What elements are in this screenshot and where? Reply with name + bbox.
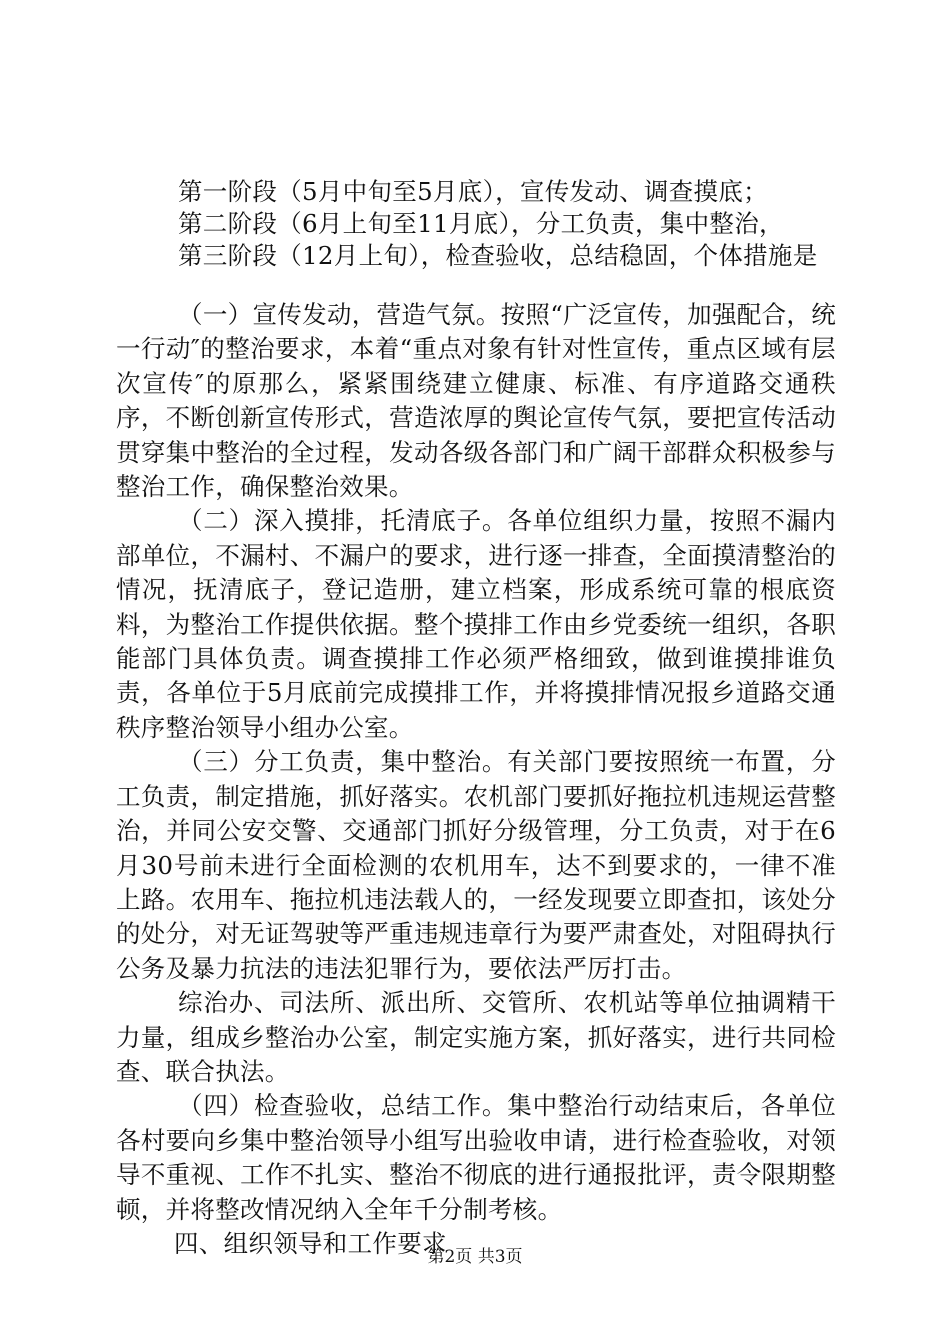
paragraph-rectification: （三）分工负责，集中整治。有关部门要按照统一布置，分工负责，制定措施，抓好落实。农机部门要抓好拖拉机违规运营整治，并同公安交警、交通部门抓好分级管理，分工负责，对于在6月30号前未进行全面检测的农机用车，达不到要求的，一律不准上路。农用车、拖拉机违法载人的，一经发现要立即查扣，该处分的处分，对无证驾驶等严重违规违章行为要严肃查处，对阻碍执行公务及暴力抗法的违法犯罪行为，要依法严厉打击。 — [116, 747, 836, 983]
paragraph-joint-enforcement: 综治办、司法所、派出所、交管所、农机站等单位抽调精干力量，组成乡整治办公室，制定实施方案，抓好落实，进行共同检查、联合执法。 — [116, 988, 836, 1086]
paragraph-publicity: （一）宣传发动，营造气氛。按照“广泛宣传，加强配合，统一行动″的整治要求，本着“重点对象有针对性宣传，重点区域有层次宣传″的原那么，紧紧围绕建立健康、标准、有序道路交通秩序，不断创新宣传形式，营造浓厚的舆论宣传气氛，要把宣传活动贯穿集中整治的全过程，发动各级各部门和广阔干部群众积极参与整治工作，确保整治效果。 — [116, 300, 836, 502]
paragraph-investigation: （二）深入摸排，托清底子。各单位组织力量，按照不漏内部单位，不漏村、不漏户的要求，进行逐一排查，全面摸清整治的情况，抚清底子，登记造册，建立档案，形成系统可靠的根底资料，为整治工作提供依据。整个摸排工作由乡党委统一组织，各职能部门具体负责。调查摸排工作必须严格细致，做到谁摸排谁负责，各单位于5月底前完成摸排工作，并将摸排情况报乡道路交通秩序整治领导小组办公室。 — [116, 506, 836, 742]
section-heading-organization: 四、组织领导和工作要求 — [174, 1228, 447, 1258]
page-number-footer: 第2页 共3页 — [427, 1247, 523, 1267]
stage-line-1: 第一阶段（5月中旬至5月底），宣传发动、调查摸底； — [178, 177, 768, 206]
stage-line-3: 第三阶段（12月上旬），检查验收，总结稳固，个体措施是 — [178, 241, 818, 270]
paragraph-acceptance: （四）检查验收，总结工作。集中整治行动结束后，各单位各村要向乡集中整治领导小组写出验收申请，进行检查验收，对领导不重视、工作不扎实、整治不彻底的进行通报批评，责令限期整顿，并将整改情况纳入全年千分制考核。 — [116, 1091, 836, 1224]
document-body — [116, 298, 836, 1261]
stage-line-2: 第二阶段（6月上旬至11月底），分工负责，集中整治， — [178, 209, 784, 238]
